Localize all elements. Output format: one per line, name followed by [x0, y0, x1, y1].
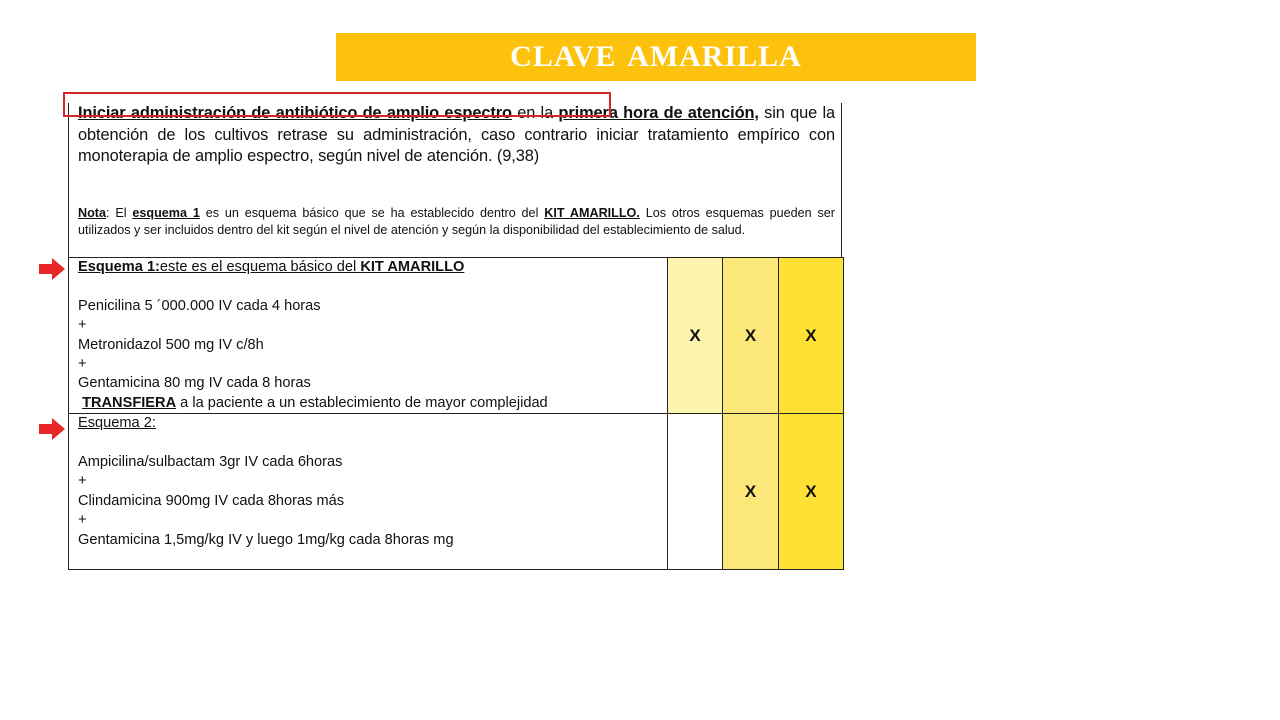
scheme-1-transfer: [78, 394, 667, 413]
scheme-2-mark-level-1: [667, 414, 722, 570]
nota-bold-2: KIT AMARILLO.: [544, 206, 640, 220]
highlight-box: [63, 92, 611, 117]
scheme-2-line: Clindamicina 900mg IV cada 8horas más: [78, 492, 345, 509]
scheme-1-heading: [78, 258, 667, 277]
nota-paragraph: [78, 205, 835, 239]
scheme-row-1: [69, 258, 844, 414]
nota-text-3: Los otros esquemas pueden ser utilizados y ser incluidos dentro del kit según el nivel de atención y según la disponibilidad del establecimiento de salud.: [78, 206, 835, 237]
arrow-right-icon: [39, 258, 65, 280]
scheme-2-line: Ampicilina/sulbactam 3gr IV cada 6horas: [78, 454, 343, 471]
scheme-1-mark-level-2: X: [723, 258, 778, 414]
intro-text-2: sin que la obtención de los cultivos retrase su administración, caso contrario iniciar tratamiento empírico con monoterapia de amplio espectro, según nivel de atención. (9,38): [78, 104, 835, 165]
scheme-1-line: Metronidazol 500 mg IV c/8h: [78, 336, 264, 353]
scheme-2-mark-level-2: X: [723, 414, 778, 570]
nota-text-2: es un esquema básico que se ha establecido dentro del: [199, 206, 545, 220]
scheme-2-line: +: [78, 512, 87, 529]
banner-title: CLAVE AMARILLA: [510, 40, 802, 73]
scheme-1-line: +: [78, 317, 87, 334]
nota-text-1: : El: [106, 206, 133, 220]
intro-bold-1: Iniciar administración de antibiótico de amplio espectro: [78, 104, 512, 122]
scheme-table: [68, 257, 844, 570]
scheme-1-description: [69, 258, 668, 414]
scheme-2-title: Esquema 2:: [78, 415, 156, 432]
scheme-2-line: Gentamicina 1,5mg/kg IV y luego 1mg/kg cada 8horas mg: [78, 531, 454, 548]
intro-text-1: en la: [511, 104, 559, 122]
transfer-bold: TRANSFIERA: [82, 394, 177, 411]
scheme-1-mark-level-3: X: [778, 258, 843, 414]
transfer-rest: a la paciente a un establecimiento de mayor complejidad: [176, 394, 548, 411]
scheme-row-2: [69, 414, 844, 570]
protocol-document: [68, 103, 844, 570]
scheme-1-line: Gentamicina 80 mg IV cada 8 horas: [78, 375, 311, 392]
scheme-2-line: +: [78, 473, 87, 490]
scheme-1-mark-level-1: X: [667, 258, 722, 414]
scheme-1-line: +: [78, 356, 87, 373]
scheme-2-mark-level-3: X: [778, 414, 843, 570]
intro-bold-2: primera hora de atención,: [558, 104, 759, 122]
nota-bold-1: esquema 1: [132, 206, 200, 220]
scheme-2-description: [69, 414, 668, 570]
scheme-1-title-bold: KIT AMARILLO: [360, 259, 465, 275]
scheme-1-line: Penicilina 5 ´000.000 IV cada 4 horas: [78, 297, 321, 314]
intro-section: [68, 103, 842, 257]
arrow-right-icon: [39, 418, 65, 440]
nota-label: Nota: [78, 206, 106, 220]
title-banner: [336, 33, 976, 81]
scheme-1-title-rest: este es el esquema básico del: [159, 259, 361, 275]
scheme-1-title: Esquema 1:: [78, 259, 160, 275]
